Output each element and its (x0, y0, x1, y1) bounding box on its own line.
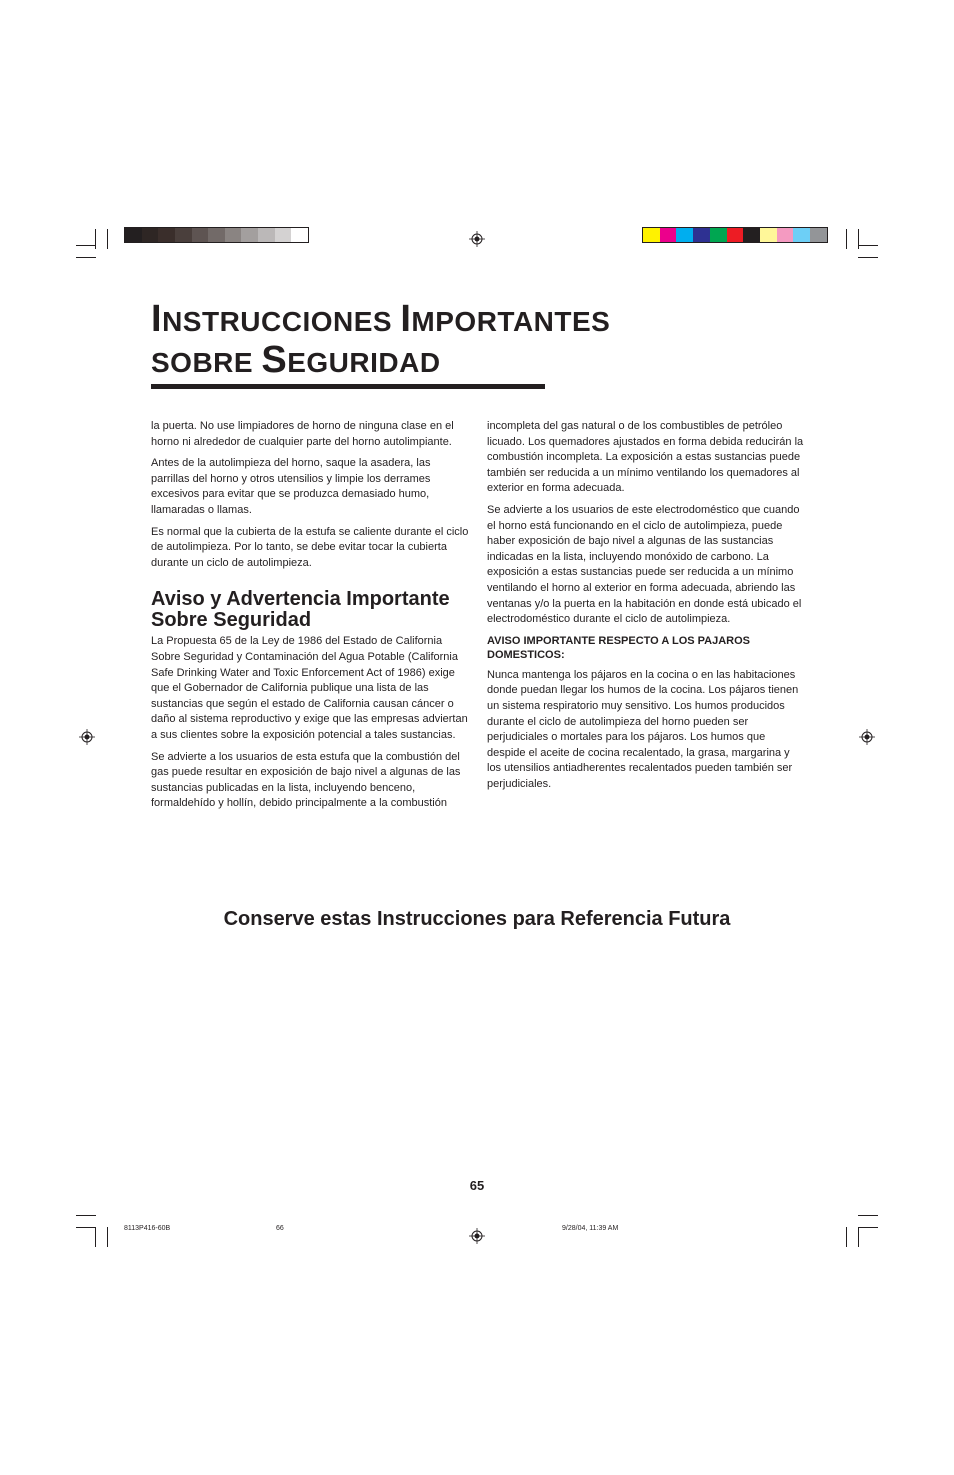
color-swatch (291, 228, 308, 242)
color-calibration-bar (642, 227, 828, 243)
crop-mark-top-right-v (846, 229, 847, 249)
paragraph: Antes de la autolimpieza del horno, saque la asadera, las parrillas del horno y otros utensilios y limpie los derrames excesivos para evitar que se produzca demasiado humo, llamaradas o llamas. (151, 457, 431, 516)
crop-mark-top-left-v (107, 229, 108, 249)
color-swatch (793, 228, 810, 242)
crop-mark-bottom-right-v (846, 1227, 847, 1247)
crop-mark-bottom-right-h2 (858, 1227, 878, 1228)
paragraph: Se advierte a los usuarios de este electrodoméstico que cuando el horno está funcionando en el ciclo de autolimpieza, puede haber exposición de bajo nivel a algunas de las sustancias indicadas en la lista, incluyendo monóxido de carbono. La exposición a estas sustancias puede ser reducida a un mínimo ventilando el horno al exterior en forma adecuada, abriendo las ventanas y/o la puerta en la habitación en donde está ubicado el electrodoméstico durante el ciclo de autolimpieza. (487, 503, 802, 626)
title-rule (151, 384, 545, 389)
color-swatch (727, 228, 744, 242)
crop-mark-bottom-left-v (95, 1227, 96, 1247)
grayscale-calibration-bar (124, 227, 309, 243)
registration-mark-right-icon (859, 729, 875, 745)
color-swatch (275, 228, 292, 242)
color-swatch (660, 228, 677, 242)
crop-mark-bottom-left-h (76, 1215, 96, 1216)
slug-date: 9/28/04, 11:39 AM (562, 1225, 619, 1232)
color-swatch (760, 228, 777, 242)
section-heading: AVISO IMPORTANTE RESPECTO A LOS PAJAROS DOMESTICOS: (487, 634, 751, 661)
title-word: EGURIDAD (287, 347, 441, 378)
section-heading: Aviso y Advertencia Importante Sobre Seguridad (151, 588, 450, 632)
crop-mark-top-right-v2 (858, 229, 859, 249)
paragraph: Se advierte a los usuarios de esta estufa que la combustión del gas puede resultar en exposición de bajo nivel a algunas de las sustancias publicadas en la lista, incluyendo benceno, formaldehído y hollín, debido principalmente a la combustión (151, 750, 461, 810)
crop-mark-bottom-left-v2 (107, 1227, 108, 1247)
closing-heading: Conserve estas Instrucciones para Referencia Futura (223, 908, 731, 930)
color-swatch (743, 228, 760, 242)
color-swatch (158, 228, 175, 242)
title-word: MPORTANTES (411, 306, 611, 337)
crop-mark-bottom-right-h (858, 1215, 878, 1216)
title-cap: I (400, 298, 412, 340)
color-swatch (142, 228, 159, 242)
registration-mark-bottom-icon (469, 1228, 485, 1244)
paragraph: La Propuesta 65 de la Ley de 1986 del Estado de California Sobre Seguridad y Contaminación del Agua Potable (California Safe Drinking Water and Toxic Enforcement Act of 1986) exige que el Gobernador de California publique una lista de las sustancias que según el estado de California causan cáncer o daño al sistema reproductivo y exige que las empresas adviertan a sus clientes sobre la exposición potencial a tales sustancias. (151, 635, 468, 741)
color-swatch (710, 228, 727, 242)
page-number: 65 (469, 1178, 485, 1193)
crop-mark-bottom-right-v2 (858, 1227, 859, 1247)
paragraph: Nunca mantenga los pájaros en la cocina o en las habitaciones donde puedan llegar los humos de la cocina. Los pájaros tienen un sistema respiratorio muy sensitivo. Los humos producidos durante el ciclo de autolimpieza del horno pueden ser perjudiciales o mortales para los pájaros. Los humos que despide el aceite de cocina recalentado, la grasa, margarina y los utensilios antiadherentes recalentados pueden también ser perjudiciales. (487, 668, 799, 790)
title-line-2 (151, 339, 441, 381)
crop-mark-top-right-h2 (858, 257, 878, 258)
title-line-1 (151, 298, 611, 340)
slug-job: 8113P416-60B (124, 1225, 171, 1232)
color-swatch (192, 228, 209, 242)
color-swatch (208, 228, 225, 242)
crop-mark-bottom-left-h2 (76, 1227, 96, 1228)
title-word: SOBRE (151, 347, 262, 378)
registration-mark-left-icon (79, 729, 95, 745)
left-column (151, 419, 469, 818)
paragraph: la puerta. No use limpiadores de horno de ninguna clase en el horno ni alrededor de cualquier parte del horno autolimpiante. (151, 420, 454, 448)
color-swatch (258, 228, 275, 242)
color-swatch (643, 228, 660, 242)
crop-mark-top-left-h2 (76, 257, 96, 258)
slug-page: 66 (276, 1225, 284, 1232)
color-swatch (175, 228, 192, 242)
registration-mark-top-icon (469, 231, 485, 247)
color-swatch (777, 228, 794, 242)
color-swatch (125, 228, 142, 242)
color-swatch (225, 228, 242, 242)
crop-mark-top-right-h (858, 245, 878, 246)
title-cap: I (151, 298, 163, 340)
title-word: NSTRUCCIONES (162, 306, 401, 337)
paragraph: incompleta del gas natural o de los combustibles de petróleo licuado. Los quemadores ajustados en forma debida reducirán la combustión incompleta. La exposición a estas sustancias puede también ser reducida a un mínimo ventilando los quemadores al exterior en forma adecuada. (487, 420, 804, 495)
color-swatch (676, 228, 693, 242)
crop-mark-top-left-v2 (95, 229, 96, 249)
right-column (487, 419, 805, 798)
crop-mark-top-left-h (76, 245, 96, 246)
color-swatch (810, 228, 827, 242)
paragraph: Es normal que la cubierta de la estufa se caliente durante el ciclo de autolimpieza. Por lo tanto, se debe evitar tocar la cubierta durante un ciclo de autolimpieza. (151, 525, 469, 569)
page-title (151, 300, 611, 382)
title-cap: S (261, 339, 288, 381)
color-swatch (693, 228, 710, 242)
color-swatch (241, 228, 258, 242)
